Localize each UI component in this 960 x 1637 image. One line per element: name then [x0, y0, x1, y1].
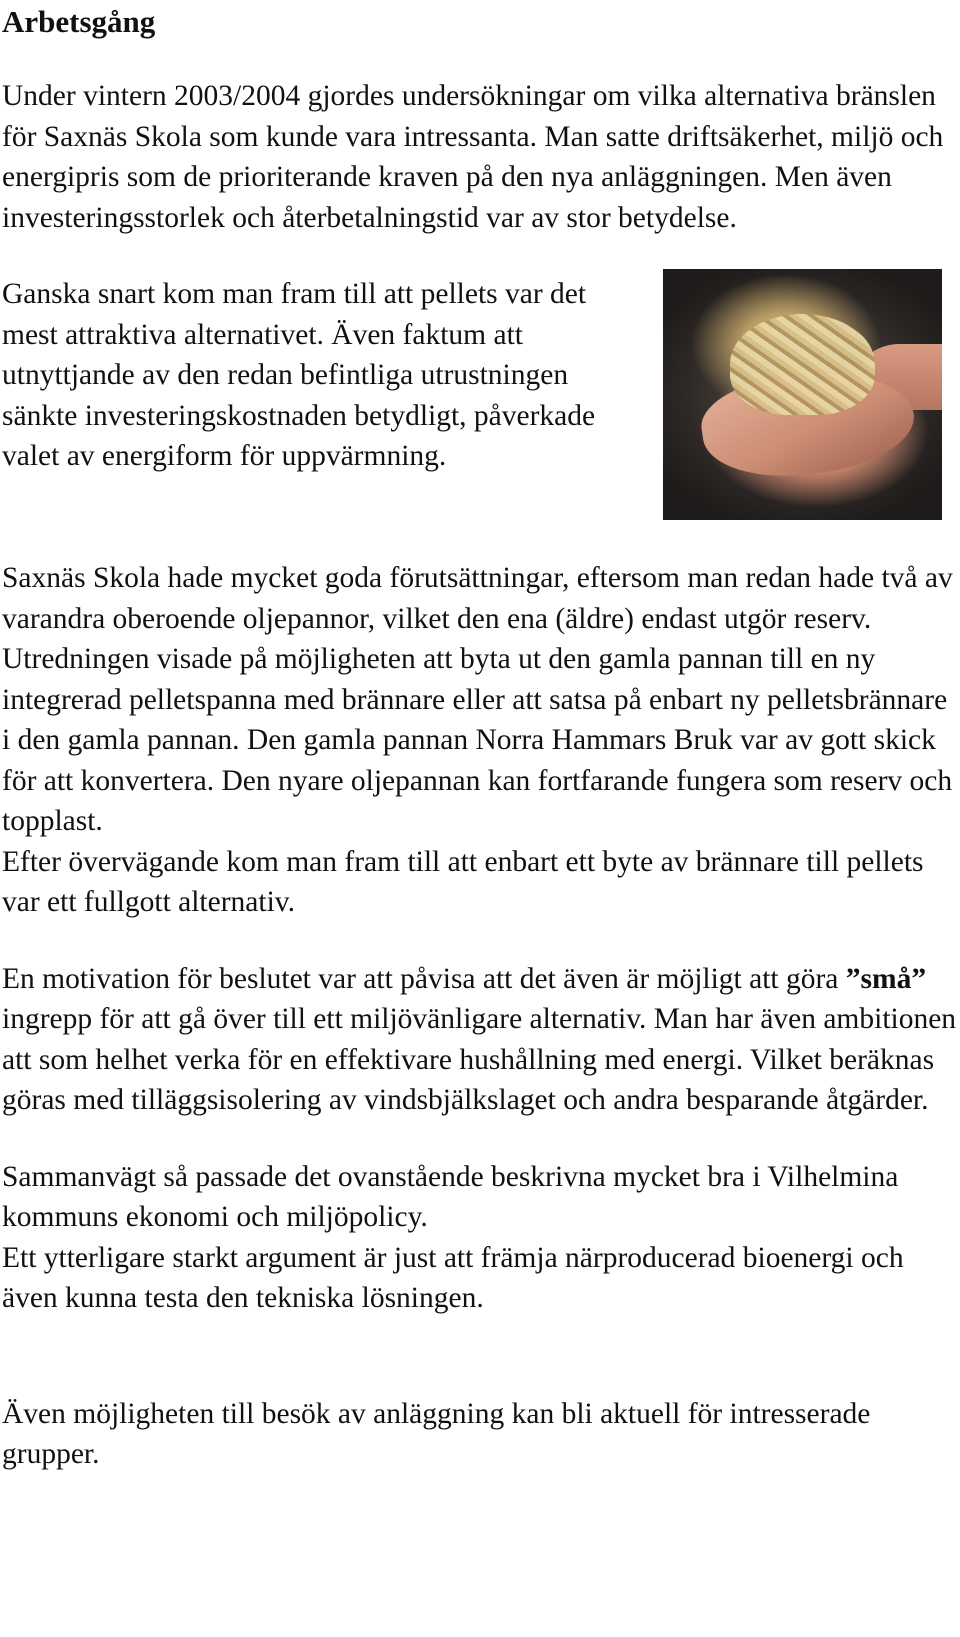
paragraph-pellets: Ganska snart kom man fram till att pellets var det mest attraktiva alternativet. Även faktum att utnyttjande av den redan befintliga utrustningen sänkte investeringskostnaden betydligt, påverkade valet av energiform för uppvärmning. [2, 278, 596, 472]
pellets-section [2, 274, 958, 536]
paragraph-summary: Sammanvägt så passade det ovanstående beskrivna mycket bra i Vilhelmina kommuns ekonomi och miljöpolicy. [2, 1160, 899, 1233]
spacer [2, 1121, 958, 1157]
document-page [2, 0, 958, 1475]
photo-pellet-pile [730, 314, 875, 414]
paragraph-motivation [2, 959, 958, 1121]
spacer [2, 923, 958, 959]
emphasis-small: ”små” [845, 962, 927, 995]
pellets-in-hands-photo [663, 269, 942, 520]
paragraph-visits: Även möjligheten till besök av anläggning kan bli aktuell för intresserade grupper. [2, 1397, 871, 1470]
section-heading: Arbetsgång [2, 4, 156, 39]
paragraph-boilers: Saxnäs Skola hade mycket goda förutsättningar, eftersom man redan hade två av varandra oberoende oljepannor, vilket den ena (äldre) endast utgör reserv. Utredningen visade på möjligheten att byta ut den gamla pannan till en ny integrerad pelletspanna med brännare eller att satsa på enbart ny pelletsbrännare i den gamla pannan. Den gamla pannan Norra Hammars Bruk var av gott skick för att konvertera. Den nyare oljepannan kan fortfarande fungera som reserv och topplast. [2, 562, 953, 837]
motivation-text-start: En motivation för beslutet var att påvisa att det även är möjligt att göra [2, 962, 846, 995]
motivation-text-end: ingrepp för att gå över till ett miljövänligare alternativ. Man har även ambitionen att som helhet verka för en effektivare hushållning med energi. Vilket beräknas göras med tilläggsisolering av vindsbjälkslaget och andra besparande åtgärder. [2, 1003, 957, 1116]
paragraph-argument: Ett ytterligare starkt argument är just att främja närproducerad bioenergi och även kunna testa den tekniska lösningen. [2, 1241, 904, 1314]
paragraph-survey: Under vintern 2003/2004 gjordes undersökningar om vilka alternativa bränslen för Saxnäs Skola som kunde vara intressanta. Man satte driftsäkerhet, miljö och energipris som de prioriterande kraven på den nya anläggningen. Men även investeringsstorlek och återbetalningstid var av stor betydelse. [2, 80, 944, 234]
spacer [2, 1319, 958, 1394]
paragraph-decision: Efter övervägande kom man fram till att enbart ett byte av brännare till pellets var ett fullgott alternativ. [2, 845, 924, 918]
